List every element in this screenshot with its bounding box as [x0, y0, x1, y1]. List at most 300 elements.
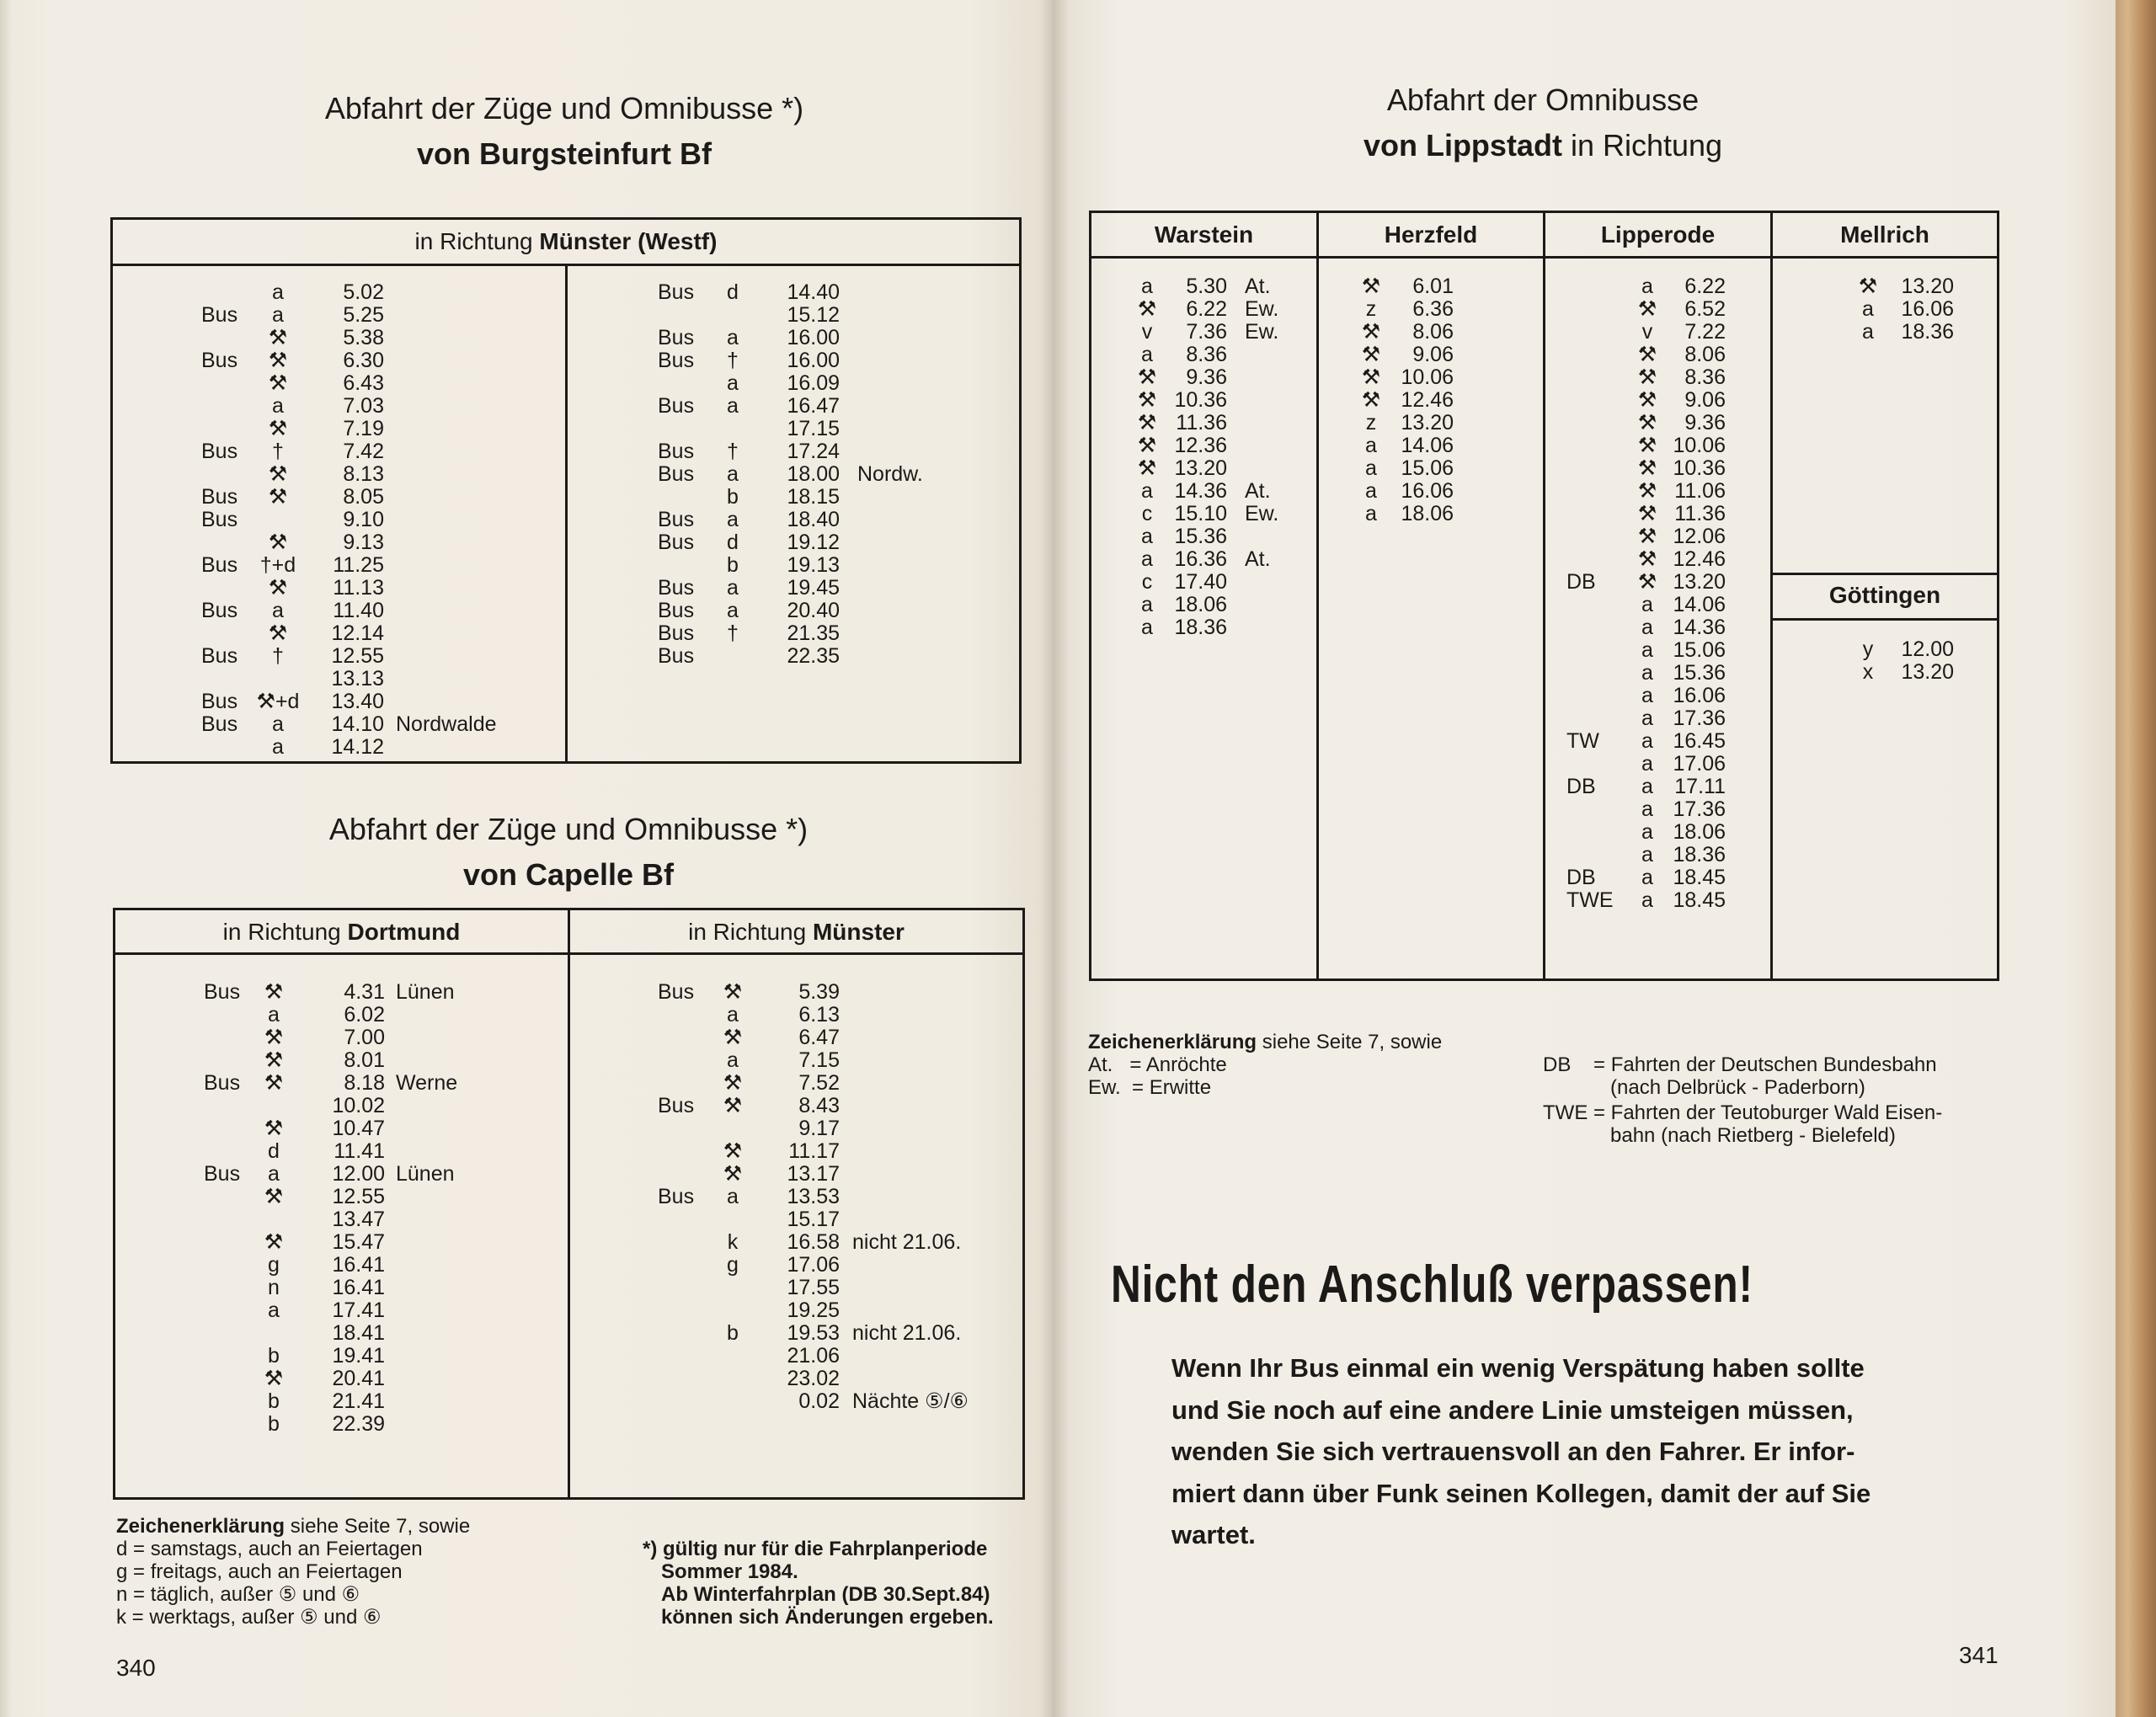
- departure-time: 14.36: [1174, 479, 1227, 503]
- day-code: a: [268, 1003, 280, 1026]
- day-code: a: [1641, 729, 1653, 753]
- service-type: Bus: [658, 394, 695, 418]
- timetable-row: [1545, 457, 1770, 480]
- service-type: DB: [1566, 775, 1596, 798]
- departure-time: 17.36: [1673, 797, 1726, 821]
- timetable-row: [1319, 275, 1543, 298]
- service-type: Bus: [204, 1162, 241, 1186]
- departure-time: 15.12: [787, 303, 840, 327]
- departure-time: 12.46: [1401, 388, 1454, 412]
- departure-time: 15.06: [1401, 456, 1454, 480]
- timetable-row: [570, 1095, 1022, 1117]
- departure-time: 15.36: [1673, 661, 1726, 685]
- departure-time: 13.20: [1901, 275, 1954, 298]
- timetable-row: [115, 1322, 568, 1345]
- timetable-row: [1091, 389, 1316, 412]
- day-code: ⚒: [264, 1117, 284, 1140]
- timetable-row: [568, 645, 1020, 668]
- day-code: ⚒: [1137, 456, 1157, 480]
- departure-time: 9.06: [1684, 388, 1726, 412]
- day-code: z: [1365, 411, 1377, 435]
- departure-time: 5.30: [1186, 275, 1227, 298]
- departure-time: 12.00: [1901, 637, 1954, 661]
- service-type: Bus: [201, 644, 238, 668]
- timetable-row: [1545, 866, 1770, 889]
- timetable-row: [113, 668, 565, 691]
- day-code: a: [1141, 547, 1153, 571]
- timetable-row: [1545, 889, 1770, 912]
- day-code: ⚒: [723, 980, 743, 1004]
- day-code: ⚒: [723, 1139, 743, 1163]
- timetable-row: [1091, 275, 1316, 298]
- timetable-row: [570, 1208, 1022, 1231]
- day-code: ⚒: [1137, 297, 1157, 321]
- departure-time: 19.41: [332, 1344, 385, 1368]
- departure-time: 14.06: [1401, 434, 1454, 457]
- day-code: ⚒: [1137, 388, 1157, 412]
- day-code: ⚒: [1137, 411, 1157, 435]
- row-note: Lünen: [396, 980, 455, 1004]
- column-header-warstein: Warstein: [1154, 221, 1254, 248]
- departure-time: 16.45: [1673, 729, 1726, 753]
- day-code: ⚒+d: [256, 690, 300, 713]
- departure-time: 8.05: [343, 485, 384, 509]
- timetable-row: [115, 981, 568, 1004]
- service-type: Bus: [658, 1094, 695, 1117]
- departure-time: 8.36: [1684, 365, 1726, 389]
- service-type: Bus: [201, 690, 238, 713]
- service-type: Bus: [201, 599, 238, 622]
- day-code: ⚒: [1637, 434, 1657, 457]
- timetable-row: [1545, 685, 1770, 707]
- timetable-row: [570, 1186, 1022, 1208]
- day-code: a: [1365, 456, 1377, 480]
- timetable-capelle: [113, 908, 1025, 1500]
- departure-time: 13.13: [331, 667, 384, 691]
- timetable-row: [115, 1345, 568, 1368]
- departure-time: 7.42: [343, 440, 384, 463]
- departure-time: 6.22: [1684, 275, 1726, 298]
- timetable-row: [570, 1322, 1022, 1345]
- departure-time: 16.06: [1401, 479, 1454, 503]
- departure-time: 17.40: [1174, 570, 1227, 594]
- service-type: Bus: [658, 349, 695, 372]
- timetable-row: [568, 531, 1020, 554]
- book-edge: [2116, 0, 2156, 1717]
- day-code: ⚒: [1637, 297, 1657, 321]
- departure-time: 17.36: [1673, 707, 1726, 730]
- timetable-row: [568, 486, 1020, 509]
- departure-time: 17.55: [787, 1276, 840, 1299]
- service-type: TWE: [1566, 888, 1614, 912]
- footnote-validity: *) gültig nur für die Fahrplanperiode Sommer 1984. Ab Winterfahrplan (DB 30.Sept.84) können sich Änderungen ergeben.: [643, 1538, 994, 1629]
- departure-time: 10.36: [1174, 388, 1227, 412]
- departure-time: 10.36: [1673, 456, 1726, 480]
- day-code: b: [727, 553, 739, 577]
- timetable-row: [568, 304, 1020, 327]
- timetable-row: [113, 463, 565, 486]
- timetable-row: [1319, 344, 1543, 366]
- day-code: g: [268, 1253, 280, 1277]
- service-type: Bus: [658, 599, 695, 622]
- day-code: a: [1641, 684, 1653, 707]
- day-code: v: [1641, 320, 1653, 344]
- departure-time: 18.45: [1673, 866, 1726, 889]
- timetable-row: [1319, 389, 1543, 412]
- departure-time: 9.10: [343, 508, 384, 531]
- timetable-row: [1545, 366, 1770, 389]
- service-type: Bus: [658, 326, 695, 349]
- day-code: ⚒: [264, 1026, 284, 1049]
- timetable-row: [1773, 638, 1997, 661]
- service-type: Bus: [201, 485, 238, 509]
- departure-time: 18.40: [787, 508, 840, 531]
- day-code: †: [272, 440, 284, 463]
- day-code: ⚒: [268, 531, 288, 554]
- day-code: b: [727, 1321, 739, 1345]
- service-type: Bus: [201, 303, 238, 327]
- timetable-lippstadt: [1089, 211, 1999, 981]
- service-type: Bus: [201, 349, 238, 372]
- departure-time: 10.47: [332, 1117, 385, 1140]
- day-code: ⚒: [268, 371, 288, 395]
- departure-time: 22.39: [332, 1412, 385, 1436]
- section-title: Abfahrt der Züge und Omnibusse *): [324, 91, 804, 125]
- departure-time: 7.15: [798, 1048, 840, 1072]
- day-code: ⚒: [1361, 320, 1381, 344]
- timetable-row: [115, 1254, 568, 1277]
- timetable-row: [1091, 594, 1316, 616]
- departure-time: 18.06: [1174, 593, 1227, 616]
- timetable-row: [570, 1254, 1022, 1277]
- day-code: a: [1365, 479, 1377, 503]
- departure-time: 12.06: [1673, 525, 1726, 548]
- service-type: Bus: [658, 576, 695, 600]
- timetable-row: [568, 372, 1020, 395]
- timetable-row: [1319, 480, 1543, 503]
- timetable-column: [1773, 275, 1997, 344]
- day-code: ⚒: [1637, 547, 1657, 571]
- departure-time: 15.17: [787, 1208, 840, 1231]
- departure-time: 11.40: [333, 599, 384, 622]
- day-code: ⚒: [268, 349, 288, 372]
- departure-time: 11.41: [334, 1139, 385, 1163]
- day-code: a: [1862, 320, 1874, 344]
- day-code: ⚒: [1361, 275, 1381, 298]
- timetable-row: [1091, 571, 1316, 594]
- day-code: ⚒: [1637, 343, 1657, 366]
- departure-time: 12.55: [332, 1185, 385, 1208]
- timetable-row: [1319, 298, 1543, 321]
- timetable-row: [1091, 435, 1316, 457]
- departure-time: 13.20: [1174, 456, 1227, 480]
- timetable-column: [1319, 275, 1543, 525]
- timetable-row: [113, 327, 565, 349]
- timetable-row: [115, 1163, 568, 1186]
- section-subtitle: von Capelle Bf: [462, 857, 675, 892]
- timetable-row: [568, 349, 1020, 372]
- timetable-row: [1773, 298, 1997, 321]
- departure-time: 6.02: [344, 1003, 385, 1026]
- day-code: ⚒: [1858, 275, 1878, 298]
- departure-time: 20.40: [787, 599, 840, 622]
- service-type: Bus: [658, 531, 695, 554]
- departure-time: 17.06: [1673, 752, 1726, 776]
- departure-time: 16.47: [787, 394, 840, 418]
- page-number: 340: [116, 1655, 156, 1681]
- service-type: Bus: [658, 621, 695, 645]
- day-code: ⚒: [268, 462, 288, 486]
- timetable-row: [1773, 321, 1997, 344]
- timetable-row: [115, 1413, 568, 1436]
- departure-time: 19.25: [787, 1298, 840, 1322]
- departure-time: 11.25: [333, 553, 384, 577]
- section-subtitle: von Burgsteinfurt Bf: [417, 136, 712, 171]
- table-header-muenster: in Richtung Münster: [688, 919, 905, 945]
- departure-time: 5.39: [798, 980, 840, 1004]
- timetable-row: [113, 645, 565, 668]
- section-title: Abfahrt der Omnibusse: [1386, 83, 1700, 117]
- day-code: d: [727, 280, 739, 304]
- departure-time: 16.00: [787, 326, 840, 349]
- timetable-column: [1773, 638, 1997, 684]
- departure-time: 9.36: [1684, 411, 1726, 435]
- timetable-row: [568, 509, 1020, 531]
- day-code: a: [1641, 752, 1653, 776]
- departure-time: 12.36: [1174, 434, 1227, 457]
- day-code: a: [272, 303, 284, 327]
- departure-time: 18.00: [787, 462, 840, 486]
- day-code: ⚒: [264, 980, 284, 1004]
- day-code: a: [1641, 275, 1653, 298]
- departure-time: 14.12: [331, 735, 384, 759]
- day-code: †+d: [259, 553, 296, 577]
- departure-time: 8.01: [344, 1048, 385, 1072]
- timetable-row: [113, 622, 565, 645]
- day-code: a: [1141, 593, 1153, 616]
- day-code: a: [727, 462, 739, 486]
- day-code: a: [1141, 616, 1153, 639]
- departure-time: 19.12: [787, 531, 840, 554]
- timetable-column: [570, 981, 1022, 1413]
- row-note: At.: [1245, 479, 1271, 503]
- timetable-row: [1545, 662, 1770, 685]
- timetable-column: [568, 281, 1020, 668]
- service-type: Bus: [204, 980, 241, 1004]
- departure-time: 14.06: [1673, 593, 1726, 616]
- departure-time: 4.31: [344, 980, 385, 1004]
- day-code: †: [727, 349, 739, 372]
- page-number: 341: [1959, 1642, 1999, 1668]
- timetable-row: [115, 1390, 568, 1413]
- departure-time: 18.36: [1901, 320, 1954, 344]
- timetable-row: [570, 981, 1022, 1004]
- row-note: nicht 21.06.: [852, 1321, 962, 1345]
- service-type: DB: [1566, 570, 1596, 594]
- departure-time: 6.43: [343, 371, 384, 395]
- departure-time: 9.17: [798, 1117, 840, 1140]
- row-note: Nächte ⑤/⑥: [852, 1389, 969, 1413]
- headline: Nicht den Anschluß verpassen!: [1111, 1256, 1753, 1314]
- day-code: †: [727, 621, 739, 645]
- service-type: Bus: [658, 980, 695, 1004]
- timetable-row: [1545, 480, 1770, 503]
- timetable-row: [570, 1026, 1022, 1049]
- timetable-row: [1545, 776, 1770, 798]
- day-code: g: [727, 1253, 739, 1277]
- timetable-row: [113, 395, 565, 418]
- timetable-row: [1319, 435, 1543, 457]
- legend-left-page: Zeichenerklärung siehe Seite 7, sowie d = samstags, auch an Feiertagen g = freitags, auch an Feiertagen n = täglich, außer ⑤ und ⑥ k = werktags, außer ⑤ und ⑥: [116, 1515, 471, 1629]
- departure-time: 11.17: [788, 1139, 840, 1163]
- timetable-row: [1091, 298, 1316, 321]
- departure-time: 23.02: [787, 1367, 840, 1390]
- day-code: ⚒: [268, 417, 288, 440]
- day-code: a: [727, 326, 739, 349]
- day-code: d: [727, 531, 739, 554]
- departure-time: 7.22: [1684, 320, 1726, 344]
- day-code: ⚒: [1637, 365, 1657, 389]
- day-code: ⚒: [268, 621, 288, 645]
- timetable-row: [570, 1163, 1022, 1186]
- day-code: a: [272, 280, 284, 304]
- timetable-row: [115, 1117, 568, 1140]
- day-code: ⚒: [264, 1071, 284, 1095]
- day-code: ⚒: [1637, 479, 1657, 503]
- table-header-dortmund: in Richtung Dortmund: [222, 919, 461, 945]
- departure-time: 21.06: [787, 1344, 840, 1368]
- departure-time: 21.35: [787, 621, 840, 645]
- timetable-row: [1319, 457, 1543, 480]
- departure-time: 7.19: [343, 417, 384, 440]
- departure-time: 17.41: [332, 1298, 385, 1322]
- timetable-row: [115, 1072, 568, 1095]
- timetable-row: [1319, 366, 1543, 389]
- timetable-row: [568, 600, 1020, 622]
- day-code: a: [272, 394, 284, 418]
- timetable-row: [113, 418, 565, 440]
- row-note: At.: [1245, 547, 1271, 571]
- departure-time: 16.36: [1174, 547, 1227, 571]
- timetable-row: [115, 1095, 568, 1117]
- day-code: ⚒: [1637, 456, 1657, 480]
- service-type: Bus: [658, 644, 695, 668]
- day-code: ⚒: [264, 1048, 284, 1072]
- departure-time: 5.02: [343, 280, 384, 304]
- day-code: ⚒: [723, 1094, 743, 1117]
- day-code: v: [1141, 320, 1153, 344]
- departure-time: 9.06: [1412, 343, 1454, 366]
- column-header-lipperode: Lipperode: [1600, 221, 1716, 248]
- row-note: Lünen: [396, 1162, 455, 1186]
- row-note: Nordwalde: [396, 712, 497, 736]
- departure-time: 15.10: [1174, 502, 1227, 525]
- timetable-row: [1545, 594, 1770, 616]
- departure-time: 18.15: [787, 485, 840, 509]
- timetable-row: [1545, 730, 1770, 753]
- timetable-row: [568, 418, 1020, 440]
- day-code: x: [1862, 660, 1874, 684]
- day-code: ⚒: [268, 576, 288, 600]
- timetable-row: [1545, 435, 1770, 457]
- day-code: c: [1141, 502, 1153, 525]
- timetable-row: [1545, 753, 1770, 776]
- departure-time: 11.13: [333, 576, 384, 600]
- day-code: ⚒: [1637, 502, 1657, 525]
- day-code: ⚒: [264, 1230, 284, 1254]
- departure-time: 12.46: [1673, 547, 1726, 571]
- timetable-row: [570, 1049, 1022, 1072]
- timetable-column: [113, 281, 565, 759]
- timetable-row: [1091, 412, 1316, 435]
- timetable-row: [115, 1140, 568, 1163]
- departure-time: 16.00: [787, 349, 840, 372]
- section-title: Abfahrt der Züge und Omnibusse *): [328, 812, 808, 846]
- timetable-row: [1545, 798, 1770, 821]
- departure-time: 11.36: [1674, 502, 1726, 525]
- timetable-row: [113, 577, 565, 600]
- timetable-row: [570, 1231, 1022, 1254]
- departure-time: 12.14: [331, 621, 384, 645]
- departure-time: 11.36: [1176, 411, 1227, 435]
- departure-time: 13.17: [787, 1162, 840, 1186]
- departure-time: 19.53: [787, 1321, 840, 1345]
- timetable-row: [570, 1072, 1022, 1095]
- departure-time: 7.36: [1186, 320, 1227, 344]
- day-code: ⚒: [268, 326, 288, 349]
- departure-time: 9.13: [343, 531, 384, 554]
- service-type: Bus: [658, 440, 695, 463]
- day-code: ⚒: [1361, 343, 1381, 366]
- day-code: b: [268, 1412, 280, 1436]
- day-code: d: [268, 1139, 280, 1163]
- timetable-row: [1091, 503, 1316, 525]
- departure-time: 13.47: [332, 1208, 385, 1231]
- departure-time: 14.36: [1673, 616, 1726, 639]
- departure-time: 7.52: [798, 1071, 840, 1095]
- timetable-row: [1773, 661, 1997, 684]
- day-code: b: [268, 1344, 280, 1368]
- timetable-row: [113, 691, 565, 713]
- timetable-column: [1545, 275, 1770, 912]
- timetable-row: [113, 281, 565, 304]
- timetable-row: [115, 1231, 568, 1254]
- departure-time: 16.06: [1901, 297, 1954, 321]
- day-code: a: [1641, 661, 1653, 685]
- day-code: ⚒: [723, 1071, 743, 1095]
- service-type: TW: [1566, 729, 1599, 753]
- day-code: ⚒: [1637, 525, 1657, 548]
- timetable-row: [1091, 525, 1316, 548]
- departure-time: 19.45: [787, 576, 840, 600]
- timetable-row: [1091, 548, 1316, 571]
- timetable-column: [115, 981, 568, 1436]
- departure-time: 18.06: [1401, 502, 1454, 525]
- departure-time: 16.58: [787, 1230, 840, 1254]
- service-type: Bus: [201, 440, 238, 463]
- timetable-row: [113, 304, 565, 327]
- day-code: a: [1141, 275, 1153, 298]
- day-code: a: [727, 576, 739, 600]
- day-code: †: [272, 644, 284, 668]
- departure-time: 17.06: [787, 1253, 840, 1277]
- timetable-row: [1091, 457, 1316, 480]
- day-code: a: [727, 394, 739, 418]
- day-code: a: [727, 508, 739, 531]
- day-code: b: [268, 1389, 280, 1413]
- row-note: Nordw.: [857, 462, 923, 486]
- departure-time: 8.18: [344, 1071, 385, 1095]
